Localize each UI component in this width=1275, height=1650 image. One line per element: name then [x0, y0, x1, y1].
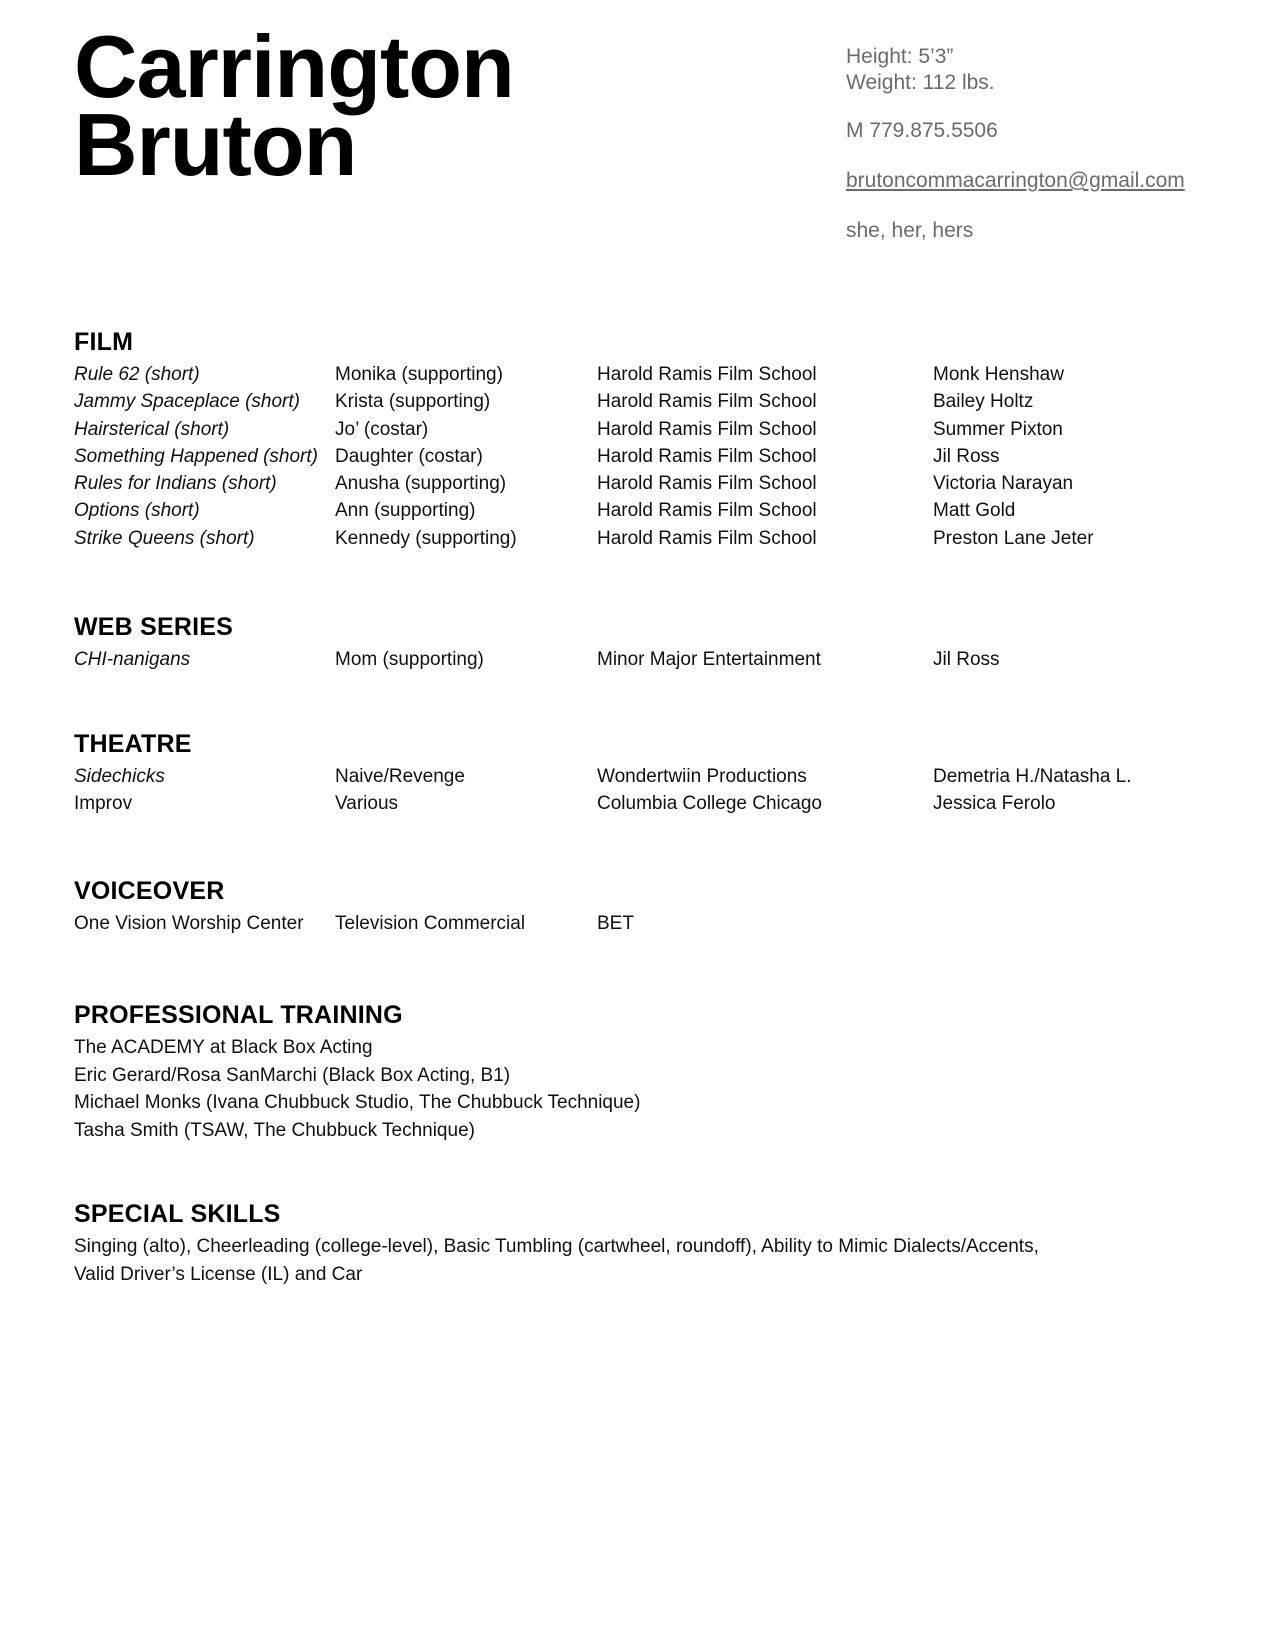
- project-title: Rule 62 (short): [74, 364, 200, 385]
- table-row: [74, 646, 1204, 673]
- company: Minor Major Entertainment: [597, 649, 821, 670]
- director: Preston Lane Jeter: [933, 527, 1094, 549]
- project-title: Strike Queens (short): [74, 527, 255, 549]
- role: Krista (supporting): [335, 391, 491, 413]
- section-title-theatre: THEATRE: [74, 730, 192, 758]
- section-title-training: PROFESSIONAL TRAINING: [74, 1001, 403, 1029]
- company: BET: [597, 913, 634, 934]
- company: Harold Ramis Film School: [597, 527, 817, 549]
- table-row: [74, 763, 1204, 790]
- last-name: Bruton: [74, 95, 357, 194]
- project-title: Sidechicks: [74, 766, 165, 787]
- company: Harold Ramis Film School: [597, 445, 817, 467]
- role: Daughter (costar): [335, 445, 483, 467]
- director: Bailey Holtz: [933, 391, 1034, 413]
- email-link[interactable]: brutoncommacarrington@gmail.com: [846, 169, 1185, 192]
- role: Various: [335, 793, 399, 815]
- project-title: Rules for Indians (short): [74, 473, 277, 495]
- role: Monika (supporting): [335, 364, 503, 385]
- training-line: Michael Monks (Ivana Chubbuck Studio, The Chubbuck Technique): [74, 1092, 641, 1113]
- actor-name: [74, 17, 514, 194]
- voiceover-section: [74, 877, 1204, 937]
- table-row: [74, 416, 1204, 443]
- section-title-web-series: WEB SERIES: [74, 613, 233, 641]
- company: Harold Ramis Film School: [597, 364, 817, 385]
- project-title: CHI-nanigans: [74, 649, 191, 670]
- section-title-film: FILM: [74, 328, 134, 356]
- training-line: The ACADEMY at Black Box Acting: [74, 1037, 373, 1058]
- company: Harold Ramis Film School: [597, 473, 817, 495]
- role: Ann (supporting): [335, 500, 476, 522]
- training-line: Tasha Smith (TSAW, The Chubbuck Technique): [74, 1119, 475, 1141]
- director: Monk Henshaw: [933, 364, 1064, 385]
- role: Jo’ (costar): [335, 418, 429, 440]
- table-row: [74, 388, 1204, 415]
- role: Anusha (supporting): [335, 473, 507, 495]
- table-row: [74, 443, 1204, 470]
- role: Mom (supporting): [335, 649, 484, 670]
- training-section: [74, 1001, 1204, 1144]
- director: Demetria H./Natasha L.: [933, 766, 1132, 787]
- height: Height: 5’3”: [846, 45, 954, 68]
- training-line: Eric Gerard/Rosa SanMarchi (Black Box Acting, B1): [74, 1064, 511, 1086]
- web-series-section: [74, 613, 1204, 673]
- director: Summer Pixton: [933, 418, 1063, 440]
- director: Jil Ross: [933, 445, 1000, 467]
- role: Television Commercial: [335, 913, 526, 934]
- table-row: [74, 910, 1204, 937]
- company: Columbia College Chicago: [597, 793, 822, 815]
- director: Matt Gold: [933, 500, 1016, 522]
- role: Kennedy (supporting): [335, 527, 517, 549]
- company: Wondertwiin Productions: [597, 766, 807, 787]
- role: Naive/Revenge: [335, 766, 465, 787]
- director: Victoria Narayan: [933, 473, 1074, 495]
- project-title: Improv: [74, 793, 133, 815]
- skills-line: Valid Driver’s License (IL) and Car: [74, 1263, 363, 1285]
- section-title-skills: SPECIAL SKILLS: [74, 1200, 281, 1228]
- first-name: Carrington: [74, 17, 514, 116]
- contact-block: [846, 44, 1185, 244]
- project-title: Something Happened (short): [74, 445, 318, 467]
- company: Harold Ramis Film School: [597, 500, 817, 522]
- theatre-section: [74, 730, 1204, 818]
- table-row: [74, 790, 1204, 817]
- project-title: One Vision Worship Center: [74, 913, 304, 934]
- project-title: Hairsterical (short): [74, 418, 230, 440]
- project-title: Jammy Spaceplace (short): [74, 391, 300, 413]
- company: Harold Ramis Film School: [597, 418, 817, 440]
- section-title-voiceover: VOICEOVER: [74, 877, 225, 905]
- skills-line: Singing (alto), Cheerleading (college-level), Basic Tumbling (cartwheel, roundoff), Ability to Mimic Dialects/Accents,: [74, 1236, 1039, 1257]
- project-title: Options (short): [74, 500, 200, 522]
- table-row: [74, 361, 1204, 388]
- director: Jil Ross: [933, 649, 1000, 670]
- weight: Weight: 112 lbs.: [846, 71, 995, 94]
- table-row: [74, 497, 1204, 524]
- phone: M 779.875.5506: [846, 119, 998, 142]
- director: Jessica Ferolo: [933, 793, 1056, 815]
- table-row: [74, 525, 1204, 552]
- skills-section: [74, 1200, 1204, 1288]
- company: Harold Ramis Film School: [597, 391, 817, 413]
- table-row: [74, 470, 1204, 497]
- film-section: [74, 328, 1204, 552]
- pronouns: she, her, hers: [846, 219, 974, 242]
